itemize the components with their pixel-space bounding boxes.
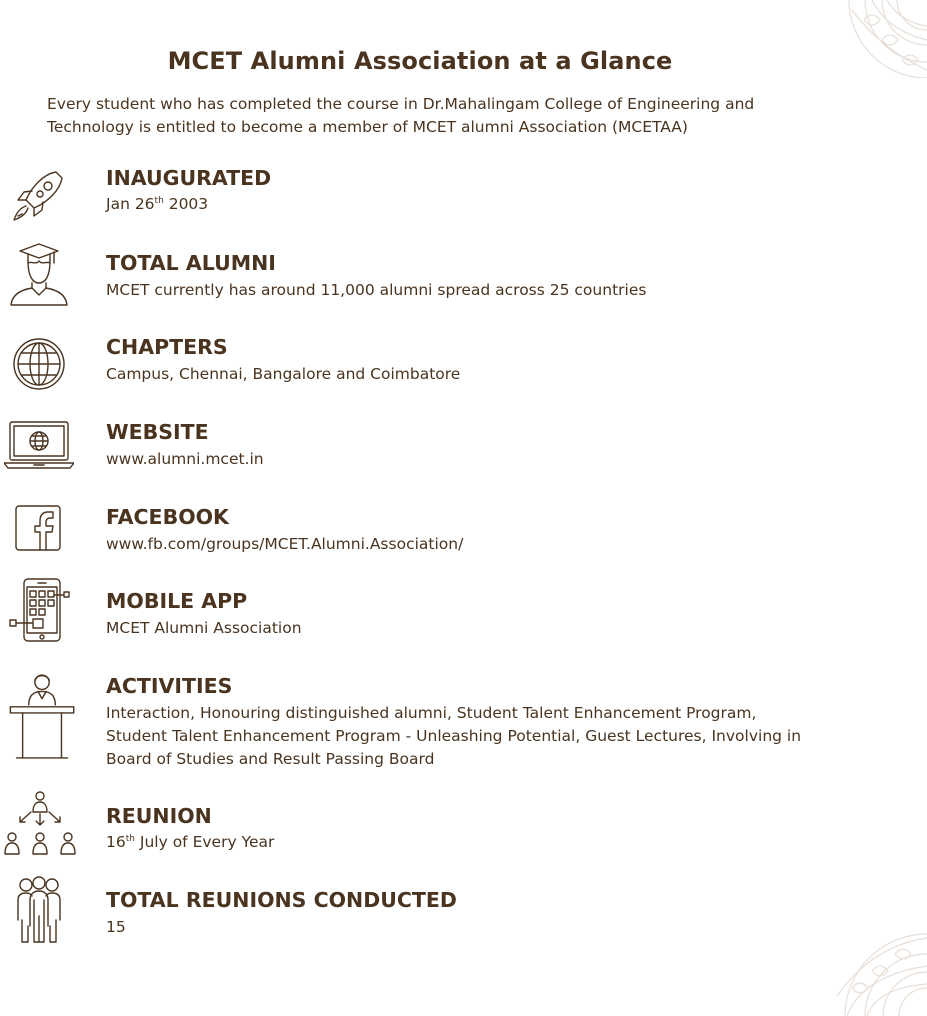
item-heading: REUNION: [106, 804, 212, 828]
item-description: Jan 26th 2003: [106, 195, 209, 213]
item-heading: MOBILE APP: [106, 589, 248, 613]
item-heading: FACEBOOK: [106, 505, 229, 529]
group-people-icon: [4, 876, 74, 946]
item-heading: ACTIVITIES: [106, 674, 233, 698]
item-description: Campus, Chennai, Bangalore and Coimbatore: [106, 365, 461, 383]
intro-paragraph: Every student who has completed the course in Dr.Mahalingam College of Engineering and Technology is entitled to become a member of MCET alumni Association (MCETAA): [47, 95, 755, 136]
corner-ornament-bottom: [817, 926, 927, 1016]
item-description: Interaction, Honouring distinguished alumni, Student Talent Enhancement Program, Student Talent Enhancement Program - Unleashing Potential, Guest Lectures, Involving in Board of Studies and Result Passing Board: [106, 704, 802, 768]
item-heading: TOTAL ALUMNI: [106, 251, 276, 275]
rocket-icon: [4, 166, 74, 236]
item-description: 15: [106, 918, 126, 936]
item-description: MCET currently has around 11,000 alumni spread across 25 countries: [106, 281, 647, 299]
item-description: MCET Alumni Association: [106, 619, 302, 637]
graduate-icon: [4, 239, 74, 309]
laptop-globe-icon: [4, 412, 74, 482]
item-heading: WEBSITE: [106, 420, 209, 444]
item-heading: TOTAL REUNIONS CONDUCTED: [106, 888, 457, 912]
podium-speaker-icon: [4, 670, 74, 766]
item-description: www.fb.com/groups/MCET.Alumni.Association/: [106, 535, 464, 553]
mobile-app-icon: [4, 575, 74, 645]
facebook-icon: [4, 497, 74, 567]
item-heading: CHAPTERS: [106, 335, 228, 359]
item-description: www.alumni.mcet.in: [106, 450, 264, 468]
item-description: 16th July of Every Year: [106, 833, 275, 851]
network-people-icon: [4, 790, 74, 870]
item-heading: INAUGURATED: [106, 166, 272, 190]
page-title: MCET Alumni Association at a Glance: [167, 47, 673, 75]
globe-icon: [4, 329, 74, 399]
